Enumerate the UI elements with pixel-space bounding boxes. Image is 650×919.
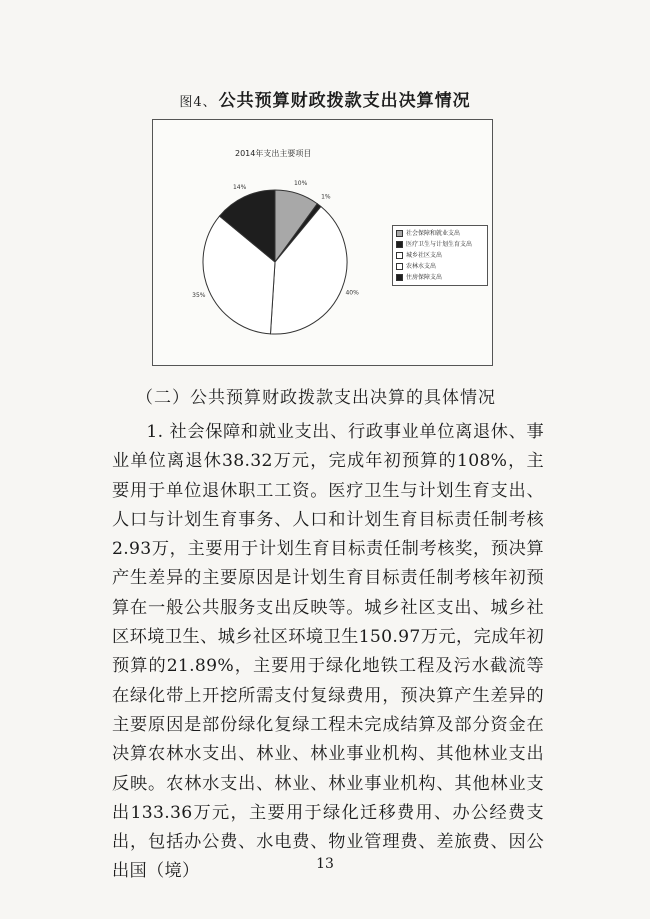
legend-item bbox=[396, 239, 484, 250]
body-text bbox=[112, 418, 544, 887]
legend-swatch bbox=[396, 241, 403, 248]
pie-slice-label: 1% bbox=[321, 193, 331, 201]
legend-swatch bbox=[396, 230, 403, 237]
legend-item bbox=[396, 250, 484, 261]
figure-title: 公共预算财政拨款支出决算情况 bbox=[218, 91, 471, 111]
figure-number: 图4、 bbox=[179, 95, 217, 110]
pie-slice-label: 40% bbox=[345, 289, 359, 297]
legend-item bbox=[396, 261, 484, 272]
legend-label: 社会保障和就业支出 bbox=[406, 230, 461, 237]
pie-chart bbox=[152, 119, 493, 366]
section-heading: （二）公共预算财政拨款支出决算的具体情况 bbox=[136, 388, 496, 408]
pie-slice-label: 14% bbox=[232, 183, 247, 191]
legend-item bbox=[396, 272, 484, 283]
body-paragraph: 1. 社会保障和就业支出、行政事业单位离退休、事业单位离退休38.32万元，完成年初预算的108%，主要用于单位退休职工工资。医疗卫生与计划生育支出、人口与计划生育事务、人口和计划生育目标责任制考核2.93万，主要用于计划生育目标责任制考核奖，预决算产生差异的主要原因是计划生育目标责任制考核年初预算在一般公共服务支出反映等。城乡社区支出、城乡社区环境卫生、城乡社区环境卫生150.97万元，完成年初预算的21.89%，主要用于绿化地铁工程及污水截流等在绿化带上开挖所需支付复绿费用，预决算产生差异的主要原因是部份绿化复绿工程未完成结算及部分资金在决算农林水支出、林业、林业事业机构、其他林业支出反映。农林水支出、林业、林业事业机构、其他林业支出133.36万元，主要用于绿化迁移费用、办公经费支出，包括办公费、水电费、物业管理费、差旅费、因公出国（境） bbox=[112, 422, 544, 882]
chart-title: 2014年支出主要项目 bbox=[235, 149, 312, 158]
legend-label: 城乡社区支出 bbox=[406, 252, 443, 259]
figure-caption bbox=[0, 86, 650, 111]
legend-label: 医疗卫生与计划生育支出 bbox=[406, 241, 473, 248]
legend-swatch bbox=[396, 252, 403, 259]
legend-item bbox=[396, 228, 484, 239]
pie-slice-label: 35% bbox=[192, 291, 206, 299]
chart-legend bbox=[392, 225, 488, 286]
legend-label: 住房保障支出 bbox=[406, 274, 443, 281]
pie-slice-label: 10% bbox=[293, 180, 308, 188]
page-number: 13 bbox=[316, 856, 334, 872]
legend-swatch bbox=[396, 274, 403, 281]
legend-swatch bbox=[396, 263, 403, 270]
legend-label: 农林水支出 bbox=[406, 263, 437, 270]
